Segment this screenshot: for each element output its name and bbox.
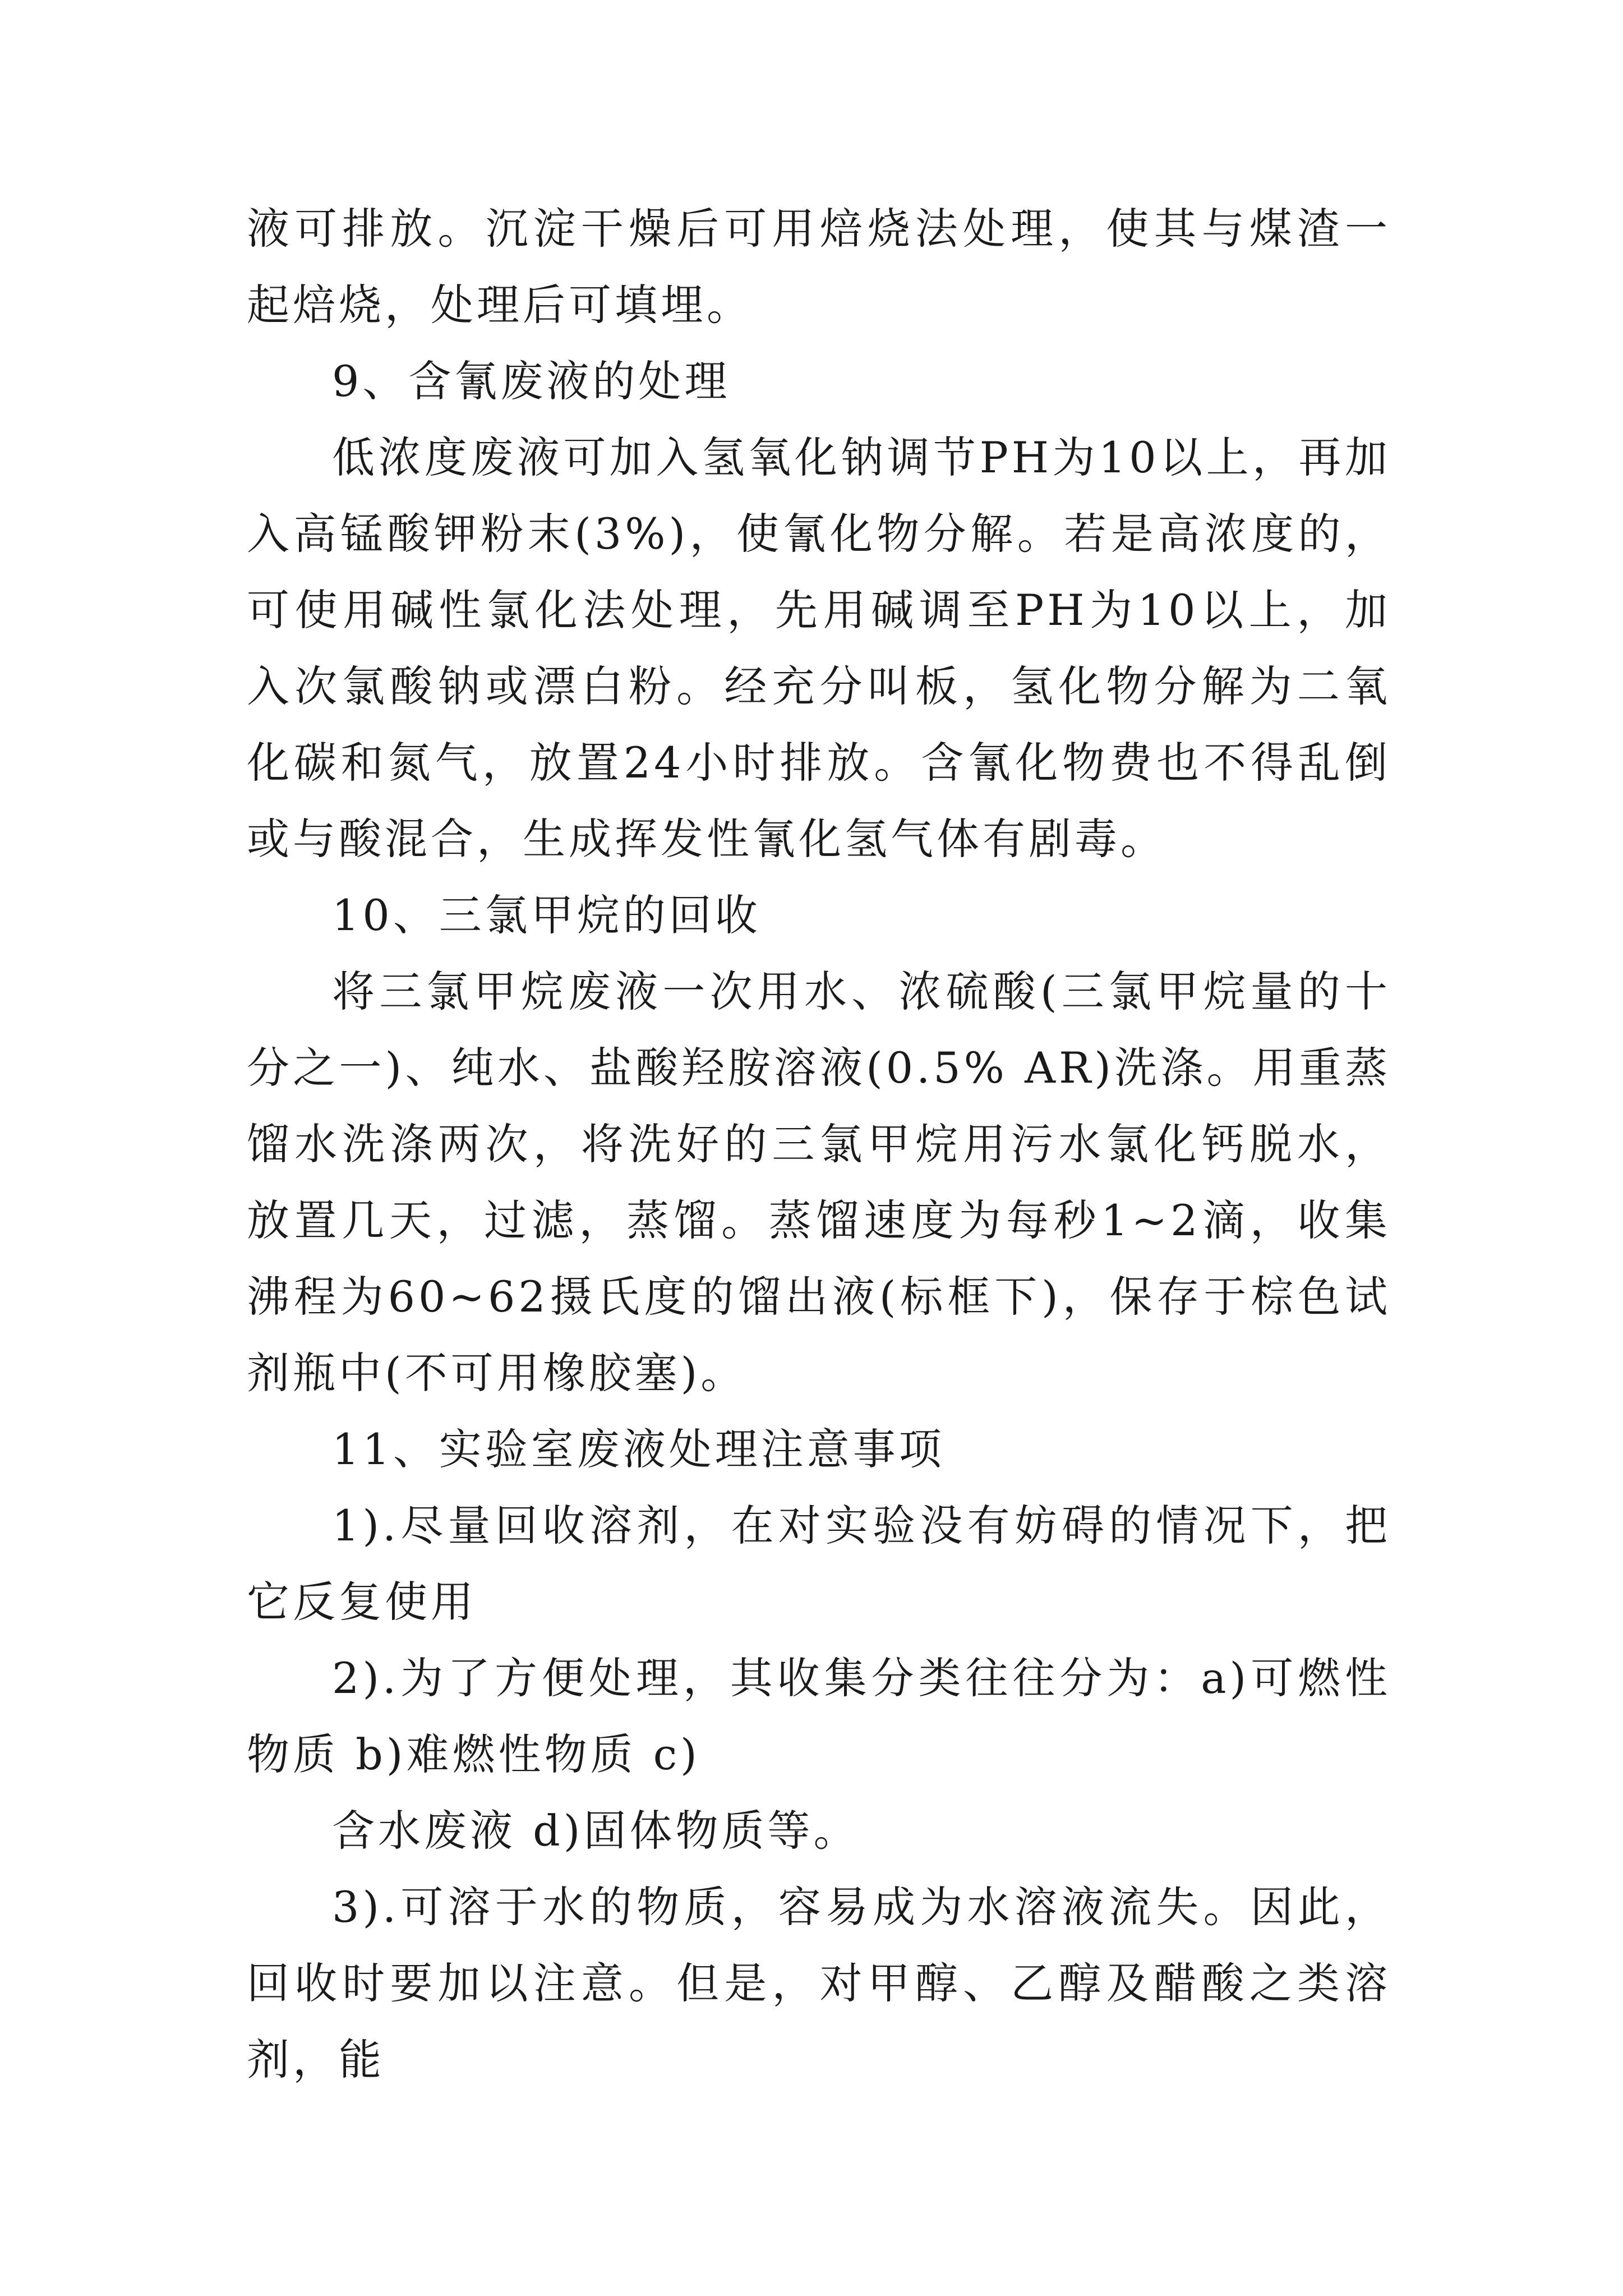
note-item-1: 1).尽量回收溶剂，在对实验没有妨碍的情况下，把它反复使用 <box>247 1501 1391 1627</box>
note-item-2-continued: 含水废液 d)固体物质等。 <box>332 1806 860 1856</box>
document-body <box>247 191 1391 2098</box>
paragraph-chloroform-procedure: 将三氯甲烷废液一次用水、浓硫酸(三氯甲烷量的十分之一)、纯水、盐酸羟胺溶液(0.5% AR)洗涤。用重蒸馏水洗涤两次，将洗好的三氯甲烷用污水氯化钙脱水，放置几天，过滤，蒸馏。蒸馏速度为每秒1~2滴，收集沸程为60~62摄氏度的馏出液(标框下)，保存于棕色试剂瓶中(不可用橡胶塞)。 <box>247 967 1391 1398</box>
section-heading-chloroform-recovery: 10、三氯甲烷的回收 <box>332 890 761 940</box>
paragraph-cyanide-treatment: 低浓度废液可加入氢氧化钠调节PH为10以上，再加入高锰酸钾粉末(3%)，使氰化物分解。若是高浓度的，可使用碱性氯化法处理，先用碱调至PH为10以上，加入次氯酸钠或漂白粉。经充分叫板，氢化物分解为二氧化碳和氮气，放置24小时排放。含氰化物费也不得乱倒或与酸混合，生成挥发性氰化氢气体有剧毒。 <box>247 432 1391 864</box>
section-heading-lab-waste-notes: 11、实验室废液处理注意事项 <box>332 1424 945 1474</box>
note-item-3: 3).可溶于水的物质，容易成为水溶液流失。因此，回收时要加以注意。但是，对甲醇、乙醇及醋酸之类溶剂，能 <box>247 1882 1391 2085</box>
section-heading-cyanide-waste: 9、含氰废液的处理 <box>332 356 731 406</box>
paragraph-continuation: 液可排放。沉淀干燥后可用焙烧法处理，使其与煤渣一起焙烧，处理后可填埋。 <box>247 204 1391 330</box>
note-item-2: 2).为了方便处理，其收集分类往往分为：a)可燃性物质 b)难燃性物质 c) <box>247 1653 1391 1779</box>
